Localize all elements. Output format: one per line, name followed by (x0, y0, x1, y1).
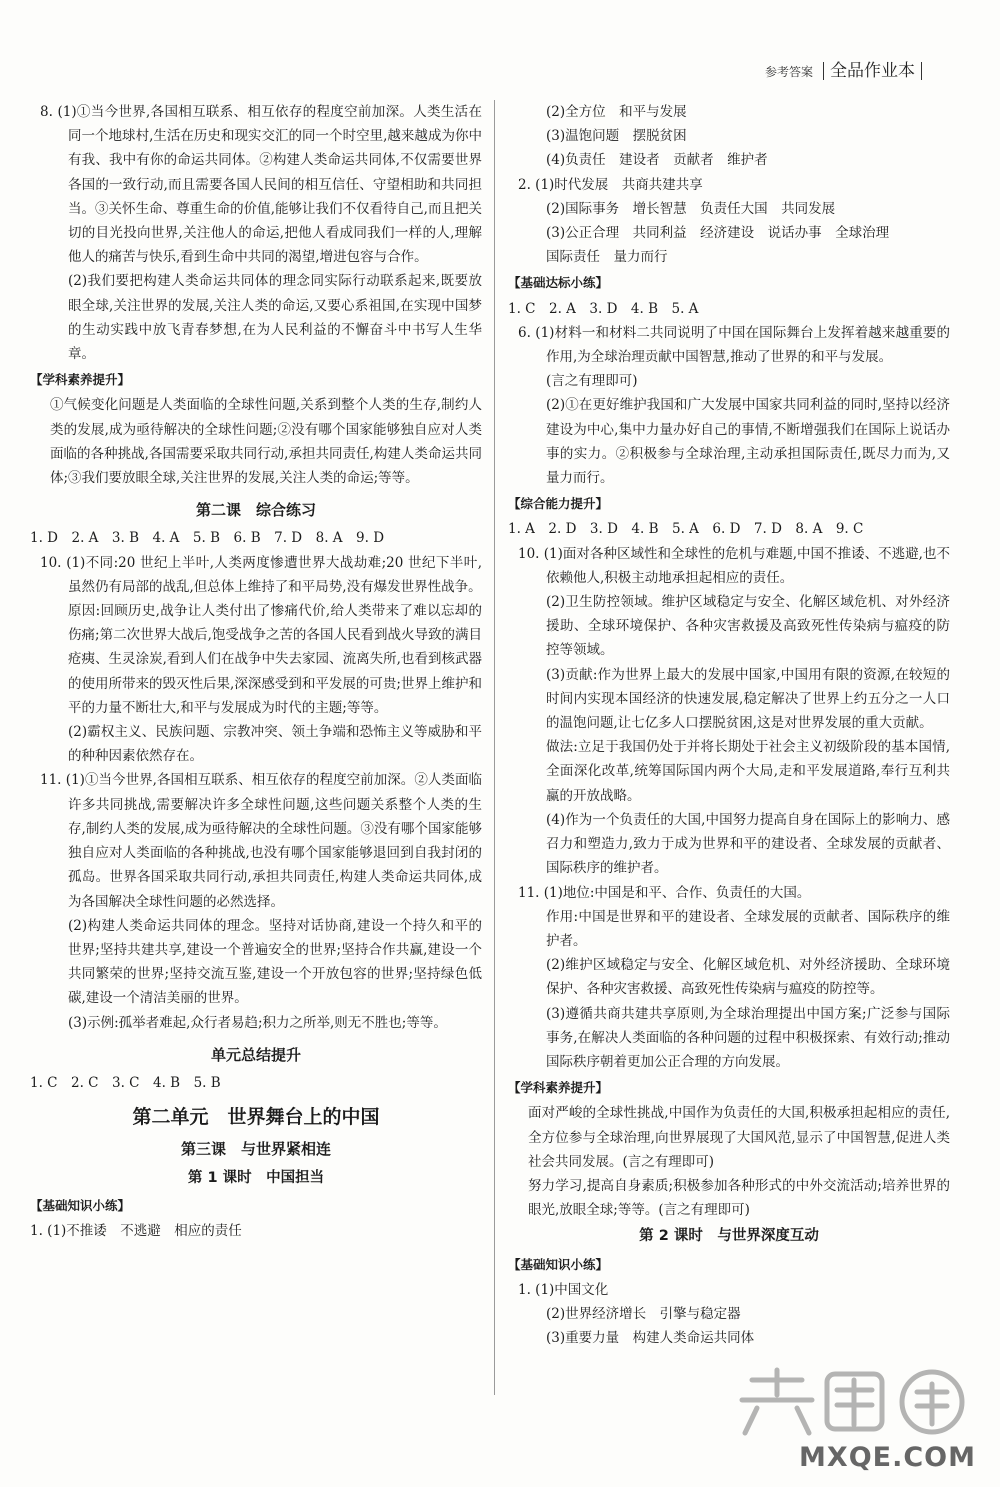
answer-line: (言之有理即可) (546, 373, 638, 390)
section-tag: 【综合能力提升】 (508, 496, 609, 512)
answer-line: 1. A 2. D 3. D 4. B 5. A 6. D 7. D 8. A 9. C (508, 521, 864, 538)
answer-line: 8. (1)①当今世界,各国相互联系、相互依存的程度空前加深。人类生活在同一个地球村,生活在历史和现实交汇的同一个时空里,越来越成为你中有我、我中有你的命运共同体。②构建人类命运共同体,不仅需要世界各国的一致行动,而且需要各国人民间的相互信任、守望相助和共同担当。③关怀生命、尊重生命的价值,能够让我们不仅看待自己,而且把关切的目光投向世界,关注他人的命运,把他人看成同我们一样的人,理解他人的痛苦与快乐,看到生命中共同的渴望,增进包容与合作。 (40, 104, 482, 266)
answer-line: (2)霸权主义、民族问题、宗教冲突、领土争端和恐怖主义等威胁和平的种种因素依然存在。 (68, 724, 482, 765)
answer-line: 原因:回顾历史,战争让人类付出了惨痛代价,给人类带来了难以忘却的伤痛;第二次世界大战后,饱受战争之苦的各国人民看到战火导致的满目疮痍、生灵涂炭,看到人们在战争中失去家园、流离失所,也看到核武器的使用所带来的毁灭性后果,深深感受到和平发展的可贵;世界上维护和平的力量不断壮大,和平与发展成为时代的主题;等等。 (68, 603, 482, 716)
lesson-heading: 单元总结提升 (210, 1045, 301, 1064)
answer-line: 作用:中国是世界和平的建设者、全球发展的贡献者、国际秩序的维护者。 (546, 908, 950, 949)
right-column (508, 100, 950, 1350)
answer-line: 面对严峻的全球性挑战,中国作为负责任的大国,积极承担起相应的责任,全方位参与全球治理,向世界展现了大国风范,显示了中国智慧,促进人类社会共同发展。(言之有理即可) (528, 1105, 950, 1170)
period-heading: 第 2 课时 与世界深度互动 (639, 1228, 819, 1245)
answer-line: 努力学习,提高自身素质;积极参加各种形式的中外交流活动;培养世界的眼光,放眼全球;等等。(言之有理即可) (528, 1177, 950, 1219)
answer-line: (3)公正合理 共同利益 经济建设 说话办事 全球治理 (546, 225, 890, 242)
answer-line: (3)遵循共商共建共享原则,为全球治理提出中国方案;广泛参与国际事务,在解决人类面临的各种问题的过程中积极探索、有效行动;推动国际秩序朝着更加公正合理的方向发展。 (546, 1005, 950, 1070)
lesson-heading: 第二课 综合练习 (195, 501, 316, 520)
answer-line: (4)负责任 建设者 贡献者 维护者 (546, 152, 768, 169)
answer-line: 1. C 2. C 3. C 4. B 5. B (30, 1074, 221, 1091)
answer-line: 1. (1)不推诿 不逃避 相应的责任 (30, 1222, 242, 1239)
answer-line: 1. C 2. A 3. D 4. B 5. A (508, 300, 699, 317)
answer-line: (3)示例:孤举者难起,众行者易趋;积力之所举,则无不胜也;等等。 (68, 1014, 447, 1031)
answer-line: 6. (1)材料一和材料二共同说明了中国在国际舞台上发挥着越来越重要的作用,为全球治理贡献中国智慧,推动了世界的和平与发展。 (518, 324, 950, 366)
answer-line: (3)贡献:作为世界上最大的发展中国家,中国用有限的资源,在较短的时间内实现本国经济的快速发展,稳定解决了世界上约五分之一人口的温饱问题,让七亿多人口摆脱贫困,这是对世界发展的重大贡献。 (546, 666, 950, 732)
answer-line: 1. (1)中国文化 (518, 1281, 609, 1298)
answer-line: (2)①在更好维护我国和广大发展中国家共同利益的同时,坚持以经济建设为中心,集中力量办好自己的事情,不断增强我们在国际上说话办事的实力。②积极参与全球治理,主动承担国际责任,既尽力而为,又量力而行。 (546, 397, 950, 487)
answer-line: (2)卫生防控领域。维护区域稳定与安全、化解区域危机、对外经济援助、全球环境保护、各种灾害救援及高致死性传染病与瘟疫的防控等领域。 (546, 594, 950, 659)
answer-line: (2)维护区域稳定与安全、化解区域危机、对外经济援助、全球环境保护、各种灾害救援、高致死性传染病与瘟疫的防控等。 (546, 957, 950, 998)
answer-line: 11. (1)①当今世界,各国相互联系、相互依存的程度空前加深。②人类面临许多共同挑战,需要解决许多全球性问题,这些问题关系整个人类的生存,制约人类的发展,成为亟待解决的全球性问题。③没有哪个国家能够独自应对人类面临的各种挑战,也没有哪个国家能够退回到自我封闭的孤岛。世界各国采取共同行动,承担共同责任,构建人类命运共同体,成为各国解决全球性问题的必然选择。 (40, 772, 482, 910)
answer-line: 做法:立足于我国仍处于并将长期处于社会主义初级阶段的基本国情,全面深化改革,统筹国际国内两个大局,走和平发展道路,奉行互利共赢的开放战略。 (546, 739, 950, 804)
answer-line: (2)全方位 和平与发展 (546, 104, 687, 120)
answer-line: (3)温饱问题 摆脱贫困 (546, 128, 687, 145)
section-tag: 【基础达标小练】 (508, 275, 609, 291)
page-header (765, 62, 922, 80)
column-divider (494, 100, 495, 1395)
period-heading: 第 1 课时 中国担当 (187, 1169, 325, 1186)
section-tag: 【学科素养提升】 (508, 1080, 609, 1096)
answer-line: 2. (1)时代发展 共商共建共享 (518, 176, 703, 193)
section-tag: 【学科素养提升】 (30, 372, 131, 388)
header-book-title: 全品作业本 (823, 62, 922, 80)
answer-line: 11. (1)地位:中国是和平、合作、负责任的大国。 (518, 884, 811, 901)
answer-line: 10. (1)面对各种区域性和全球性的危机与难题,中国不推诿、不逃避,也不依赖他人,积极主动地承担起相应的责任。 (518, 545, 950, 586)
section-tag: 【基础知识小练】 (30, 1197, 131, 1213)
unit-heading: 第二单元 世界舞台上的中国 (132, 1106, 380, 1129)
lesson-heading: 第三课 与世界紧相连 (180, 1140, 331, 1159)
answer-line: (4)作为一个负责任的大国,中国努力提高自身在国际上的影响力、感召力和塑造力,致力于成为世界和平的建设者、全球发展的贡献者、国际秩序的维护者。 (546, 811, 950, 877)
header-section-label: 参考答案 (764, 64, 813, 79)
answer-line: (3)重要力量 构建人类命运共同体 (546, 1330, 755, 1347)
left-column (30, 100, 482, 1243)
watermark-text: MXQE.COM (799, 1442, 976, 1473)
answer-line: (2)我们要把构建人类命运共同体的理念同实际行动联系起来,既要放眼全球,关注世界的发展,关注人类的命运,又要心系祖国,在实现中国梦的生动实践中放飞青春梦想,在为人民利益的不懈奋斗中书写人生华章。 (68, 273, 482, 363)
answer-line: 10. (1)不同:20 世纪上半叶,人类两度惨遭世界大战劫难;20 世纪下半叶,虽然仍有局部的战乱,但总体上维持了和平局势,没有爆发世界性战争。 (40, 554, 482, 595)
section-tag: 【基础知识小练】 (508, 1256, 609, 1272)
answer-line: ①气候变化问题是人类面临的全球性问题,关系到整个人类的生存,制约人类的发展,成为亟待解决的全球性问题;②没有哪个国家能够独自应对人类面临的各种挑战,各国需要采取共同行动,承担共同责任,构建人类命运共同体;③我们要放眼全球,关注世界的发展,关注人类的命运;等等。 (50, 397, 482, 487)
answer-line: 1. D 2. A 3. B 4. A 5. B 6. B 7. D 8. A 9. D (30, 530, 385, 547)
answer-line: (2)世界经济增长 引擎与稳定器 (546, 1305, 741, 1322)
answer-line: (2)国际事务 增长智慧 负责任大国 共同发展 (546, 200, 836, 217)
answer-line: 国际责任 量力而行 (546, 249, 668, 266)
answer-line: (2)构建人类命运共同体的理念。坚持对话协商,建设一个持久和平的世界;坚持共建共享,建设一个普遍安全的世界;坚持合作共赢,建设一个共同繁荣的世界;坚持交流互鉴,建设一个开放包容的世界;坚持绿色低碳,建设一个清洁美丽的世界。 (68, 917, 482, 1007)
